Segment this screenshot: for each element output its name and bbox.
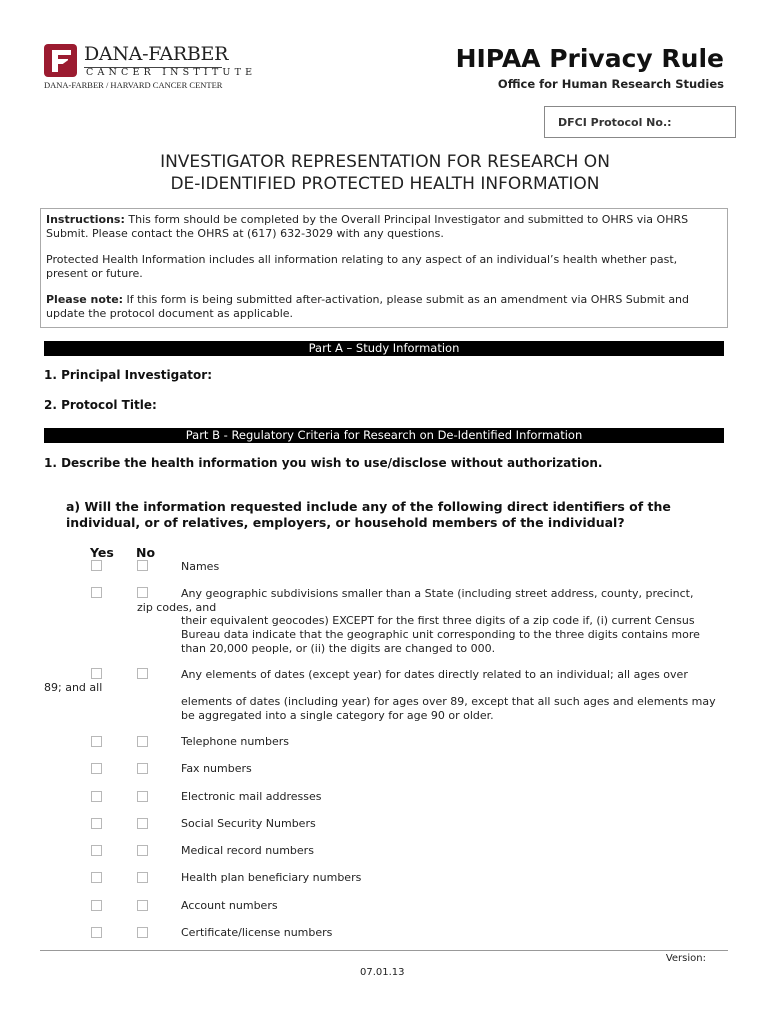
ssn-yes-checkbox[interactable] (91, 818, 102, 829)
instructions-label: Instructions: (46, 213, 125, 226)
note-paragraph (46, 293, 722, 321)
fax-yes-checkbox[interactable] (91, 763, 102, 774)
item-medical-record: Medical record numbers (181, 844, 314, 857)
mrn-yes-checkbox[interactable] (91, 845, 102, 856)
logo-subtitle: CANCER INSTITUTE (86, 67, 257, 78)
principal-investigator-label: 1. Principal Investigator: (44, 368, 213, 382)
dana-farber-logo-icon (44, 44, 77, 77)
footer-divider (40, 950, 728, 951)
part-b-header: Part B - Regulatory Criteria for Research on De-Identified Information (44, 428, 724, 443)
instructions-box (40, 208, 728, 328)
item-geographic-line-2: zip codes, and (137, 601, 217, 614)
email-yes-checkbox[interactable] (91, 791, 102, 802)
geo-yes-checkbox[interactable] (91, 587, 102, 598)
item-geographic-line-1: Any geographic subdivisions smaller than a State (including street address, county, precinct, (181, 587, 694, 600)
version-label: Version: (665, 953, 706, 964)
account-no-checkbox[interactable] (137, 900, 148, 911)
health-info-question: 1. Describe the health information you wish to use/disclose without authorization. (44, 456, 603, 470)
item-ssn: Social Security Numbers (181, 817, 316, 830)
dates-yes-checkbox[interactable] (91, 668, 102, 679)
logo-tagline: DANA-FARBER / HARVARD CANCER CENTER (44, 80, 223, 90)
item-names: Names (181, 560, 220, 573)
version-date: 07.01.13 (360, 967, 405, 978)
item-health-plan: Health plan beneficiary numbers (181, 871, 362, 884)
item-fax: Fax numbers (181, 762, 252, 775)
note-text: If this form is being submitted after-activation, please submit as an amendment via OHRS Submit and update the protocol document as applicable. (46, 293, 690, 320)
protocol-title-label: 2. Protocol Title: (44, 398, 157, 412)
email-no-checkbox[interactable] (137, 791, 148, 802)
phi-definition: Protected Health Information includes all information relating to any aspect of an individual’s health whether past, present or future. (46, 253, 678, 280)
mrn-no-checkbox[interactable] (137, 845, 148, 856)
names-no-checkbox[interactable] (137, 560, 148, 571)
form-title-line-1: INVESTIGATOR REPRESENTATION FOR RESEARCH ON (160, 152, 610, 172)
logo-name: DANA-FARBER (84, 43, 229, 65)
instructions-paragraph (46, 213, 722, 241)
item-account: Account numbers (181, 899, 278, 912)
direct-identifiers-question: a) Will the information requested include any of the following direct identifiers of the individual, or of relatives, employers, or household members of the individual? (66, 499, 671, 530)
geo-no-checkbox[interactable] (137, 587, 148, 598)
item-telephone: Telephone numbers (181, 735, 290, 748)
part-a-header: Part A – Study Information (44, 341, 724, 356)
item-email: Electronic mail addresses (181, 790, 322, 803)
item-geographic-line-3: their equivalent geocodes) EXCEPT for the first three digits of a zip code if, (i) current Census Bureau data indicate that the geographic unit corresponding to the three digits contains more than 20,000 people, or (ii) the digits are changed to 000. (181, 614, 700, 655)
account-yes-checkbox[interactable] (91, 900, 102, 911)
item-certificate-license: Certificate/license numbers (181, 926, 333, 939)
yes-column-label: Yes (90, 545, 114, 560)
page-title: HIPAA Privacy Rule (455, 44, 724, 73)
no-column-label: No (136, 545, 156, 560)
fax-no-checkbox[interactable] (137, 763, 148, 774)
phone-no-checkbox[interactable] (137, 736, 148, 747)
license-no-checkbox[interactable] (137, 927, 148, 938)
health-plan-no-checkbox[interactable] (137, 872, 148, 883)
item-dates-line-2: 89; and all (44, 681, 103, 694)
health-plan-yes-checkbox[interactable] (91, 872, 102, 883)
ssn-no-checkbox[interactable] (137, 818, 148, 829)
license-yes-checkbox[interactable] (91, 927, 102, 938)
phone-yes-checkbox[interactable] (91, 736, 102, 747)
protocol-number-field[interactable] (544, 106, 736, 138)
item-dates-line-1: Any elements of dates (except year) for dates directly related to an individual; all ages over (181, 668, 688, 681)
item-dates-line-3: elements of dates (including year) for ages over 89, except that all such ages and elements may be aggregated into a single category for age 90 or older. (181, 695, 716, 722)
names-yes-checkbox[interactable] (91, 560, 102, 571)
office-subtitle: Office for Human Research Studies (497, 77, 724, 91)
note-label: Please note: (46, 293, 124, 306)
form-title-line-2: DE-IDENTIFIED PROTECTED HEALTH INFORMATION (170, 174, 600, 194)
dates-no-checkbox[interactable] (137, 668, 148, 679)
protocol-number-label: DFCI Protocol No.: (558, 116, 672, 129)
instructions-text: This form should be completed by the Overall Principal Investigator and submitted to OHRS via OHRS Submit. Please contact the OHRS at (617) 632-3029 with any questions. (46, 213, 689, 240)
